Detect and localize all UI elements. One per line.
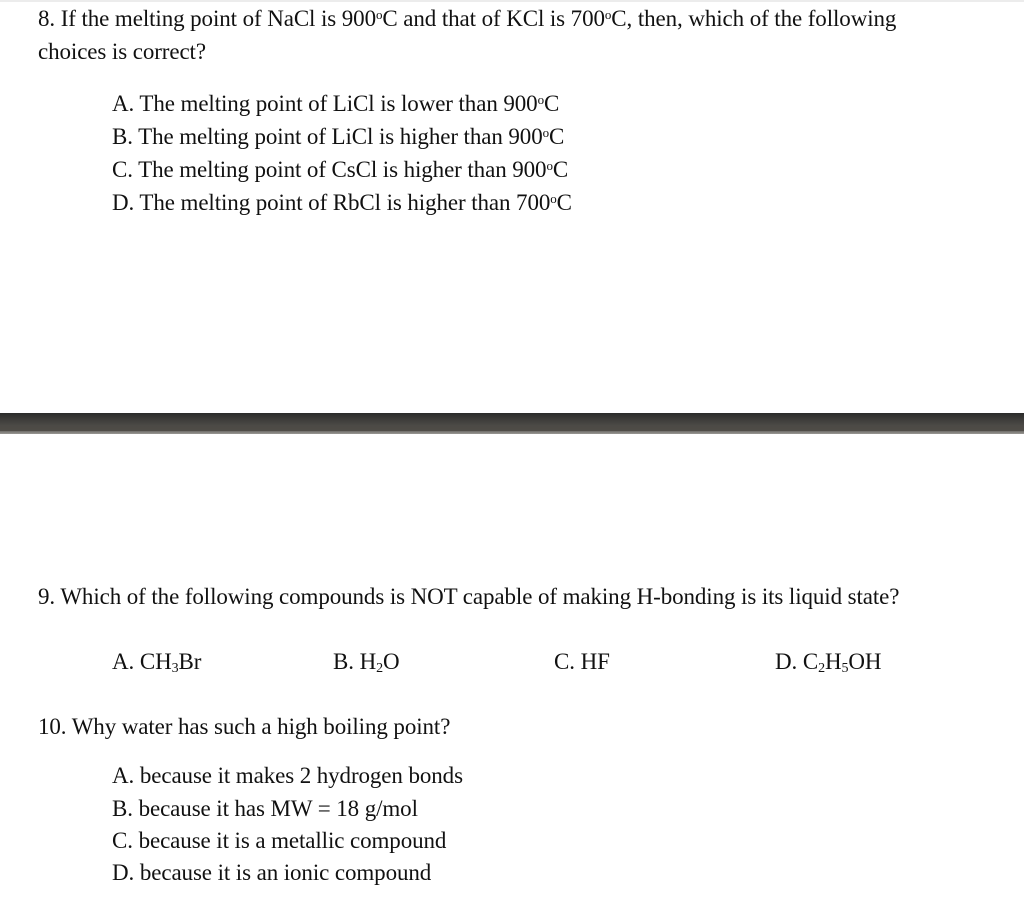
option-label: D.: [775, 649, 798, 674]
degree-symbol: o: [546, 158, 553, 173]
degree-symbol: o: [604, 7, 612, 22]
option-label: B.: [112, 796, 133, 821]
question-9-stem: 9. Which of the following compounds is NOT capable of making H-bonding is its liquid state?: [38, 584, 900, 609]
option-label: D.: [112, 190, 135, 215]
question-number: 9.: [38, 584, 56, 609]
question-number: 8.: [38, 6, 56, 31]
page-separator: [0, 413, 1024, 431]
degree-symbol: o: [550, 191, 557, 206]
option-label: C.: [112, 157, 133, 182]
option-label: C.: [554, 649, 575, 674]
option-label: B.: [112, 124, 133, 149]
question-8-option-b: B. The melting point of LiCl is higher than 900$^o$C: [112, 124, 565, 149]
question-9-option-d: D. $C_2H_5OH$: [775, 649, 882, 676]
question-10-option-b: B. because it has MW = 18 g/mol: [112, 796, 418, 821]
question-number: 10.: [38, 714, 67, 739]
degree-symbol: o: [537, 92, 544, 107]
question-9-option-c: C. HF: [554, 649, 610, 674]
option-label: D.: [112, 860, 135, 885]
question-9-option-b: B. $H_2O$: [333, 649, 400, 676]
option-label: A.: [112, 763, 135, 788]
question-10-option-a: A. because it makes 2 hydrogen bonds: [112, 763, 463, 788]
question-9-option-a: A. $CH_3Br$: [112, 649, 202, 676]
question-10-stem: 10. Why water has such a high boiling point?: [38, 714, 451, 739]
question-10-option-c: C. because it is a metallic compound: [112, 828, 447, 853]
question-8-stem-continued: choices is correct?: [38, 39, 206, 64]
question-8-option-a: A. The melting point of LiCl is lower than 900$^o$C: [112, 91, 560, 116]
option-label: A.: [112, 649, 135, 674]
option-label: C.: [112, 828, 133, 853]
question-8-stem: 8. If the melting point of NaCl is 900$^o$C and that of KCl is 700$^o$C, then, which of the following: [38, 6, 897, 31]
question-10-option-d: D. because it is an ionic compound: [112, 860, 432, 885]
option-label: B.: [333, 649, 354, 674]
question-8-option-d: D. The melting point of RbCl is higher than 700$^o$C: [112, 190, 572, 215]
question-8-option-c: C. The melting point of CsCl is higher than 900$^o$C: [112, 157, 569, 182]
degree-symbol: o: [376, 7, 383, 22]
option-label: A.: [112, 91, 135, 116]
degree-symbol: o: [542, 125, 549, 140]
